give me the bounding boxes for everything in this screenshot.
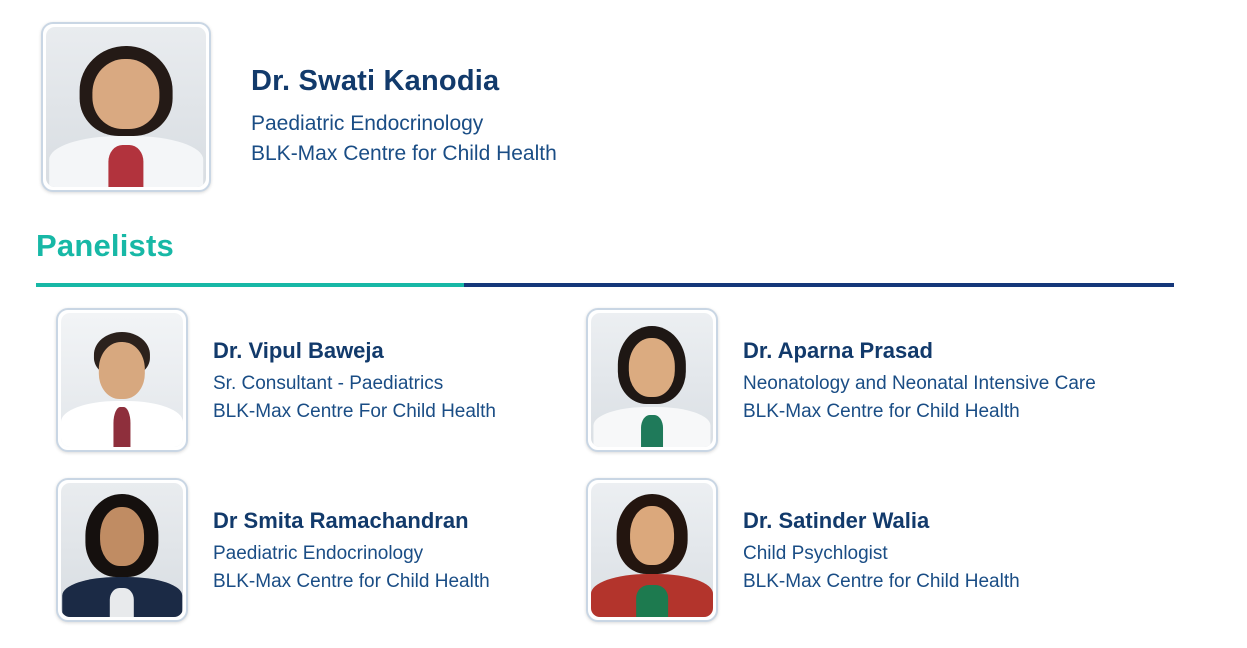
portrait-vipul-baweja [61, 313, 183, 447]
panelist-name: Dr Smita Ramachandran [213, 508, 469, 533]
panelist-specialty: Neonatology and Neonatal Intensive Care [743, 373, 1096, 395]
portrait-face [100, 507, 144, 566]
panelist-info [743, 478, 1020, 595]
panelist-name: Dr. Aparna Prasad [743, 338, 933, 363]
section-divider [36, 283, 1174, 287]
panelists-heading: Panelists [36, 228, 174, 263]
panelist-name: Dr. Vipul Baweja [213, 338, 384, 363]
panelists-row-2 [56, 478, 1216, 622]
portrait-face [99, 342, 145, 398]
divider-segment-navy [464, 283, 1174, 287]
featured-speaker-specialty: Paediatric Endocrinology [251, 111, 484, 135]
featured-speaker-name: Dr. Swati Kanodia [251, 65, 500, 97]
panelist-photo-frame [56, 478, 188, 622]
portrait-satinder-walia [591, 483, 713, 617]
panelist-affiliation: BLK-Max Centre for Child Health [213, 570, 490, 592]
portrait-face [92, 59, 159, 129]
panelist-affiliation: BLK-Max Centre for Child Health [743, 570, 1020, 592]
portrait-swati-kanodia [46, 27, 206, 187]
portrait-face [629, 338, 675, 397]
panelist-card [56, 478, 586, 622]
panelist-card [56, 308, 586, 452]
portrait-collar [641, 415, 663, 447]
panelists-grid [56, 308, 1216, 648]
portrait-collar [108, 145, 143, 187]
panelist-photo-frame [586, 478, 718, 622]
portrait-face [630, 506, 674, 565]
panelist-specialty: Sr. Consultant - Paediatrics [213, 373, 444, 395]
featured-speaker-affiliation: BLK-Max Centre for Child Health [251, 142, 557, 166]
panelist-card [586, 478, 1116, 622]
portrait-dupatta [636, 585, 668, 617]
portrait-smita-ramachandran [61, 483, 183, 617]
panelist-affiliation: BLK-Max Centre for Child Health [743, 400, 1020, 422]
featured-speaker [41, 22, 557, 192]
panelist-photo-frame [586, 308, 718, 452]
featured-speaker-info [251, 22, 557, 170]
panelist-specialty: Paediatric Endocrinology [213, 543, 424, 565]
panelist-card [586, 308, 1116, 452]
portrait-aparna-prasad [591, 313, 713, 447]
panelist-name: Dr. Satinder Walia [743, 508, 930, 533]
portrait-tie [113, 407, 130, 447]
portrait-collar [110, 588, 134, 617]
panelist-info [213, 478, 490, 595]
panelist-affiliation: BLK-Max Centre For Child Health [213, 400, 496, 422]
panelist-info [743, 308, 1096, 425]
panelist-specialty: Child Psychlogist [743, 543, 888, 565]
panelists-row-1 [56, 308, 1216, 452]
panelist-info [213, 308, 496, 425]
featured-speaker-photo-frame [41, 22, 211, 192]
panelist-photo-frame [56, 308, 188, 452]
divider-segment-teal [36, 283, 464, 287]
